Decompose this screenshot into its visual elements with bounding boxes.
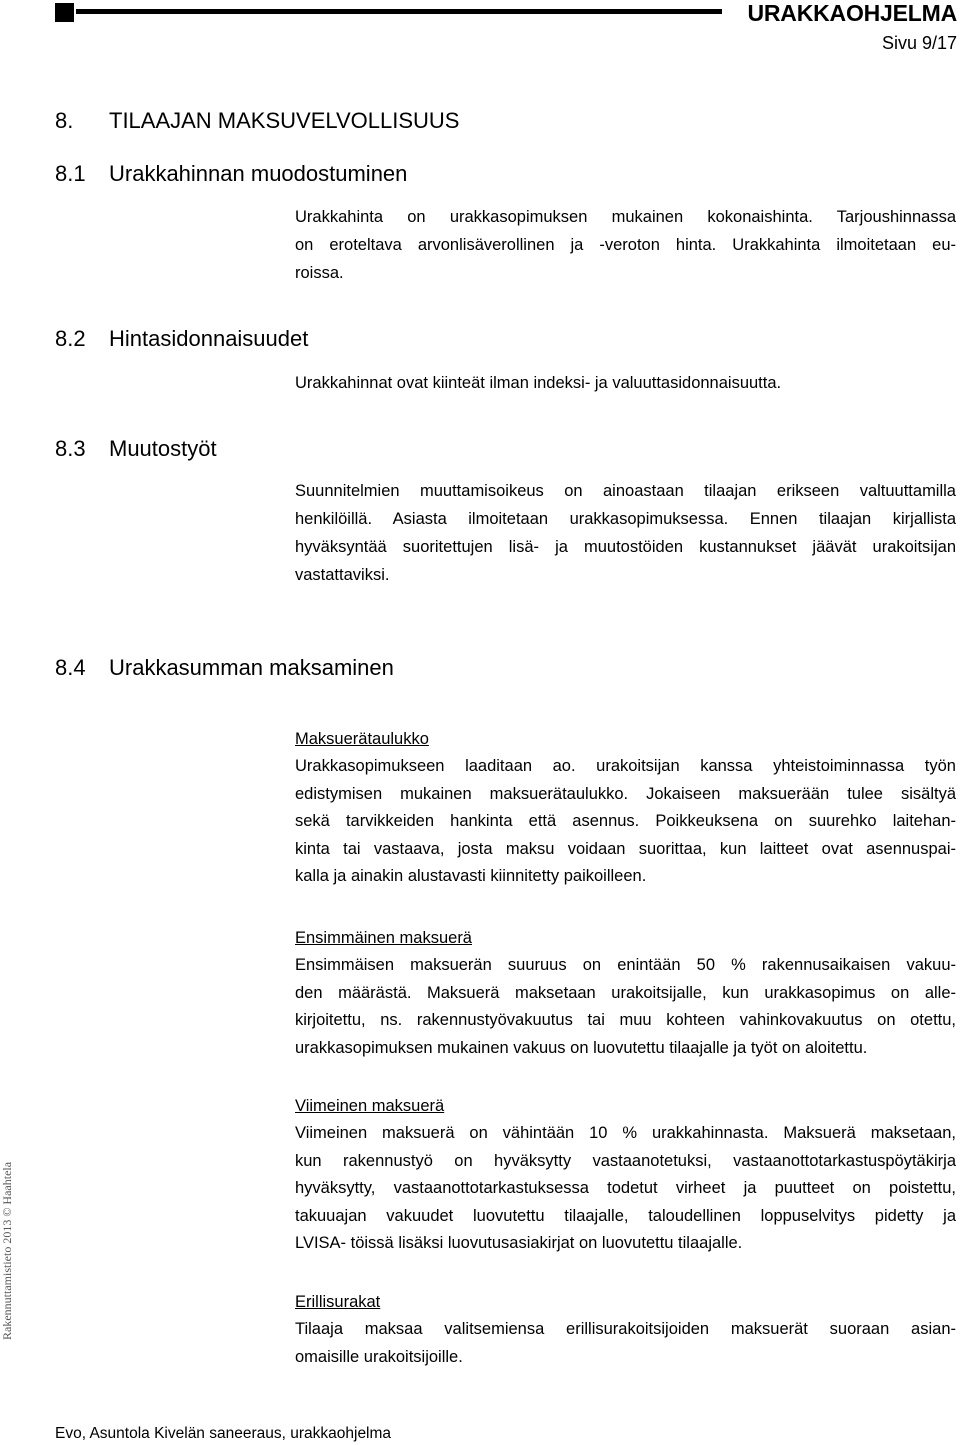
paragraph-line: hyväksytty, vastaanottotarkastuksessa todetut virheet ja puutteet on poistettu, (295, 1179, 956, 1197)
section-8-heading (55, 108, 460, 134)
paragraph-line: hyväksyntää suoritettujen lisä- ja muutostöiden kustannukset jäävät urakoitsijan (295, 538, 956, 556)
section-8-2-heading (55, 326, 308, 352)
section-8-1-body (295, 203, 956, 287)
separate-contracts-block (295, 1288, 956, 1371)
page-number: Sivu 9/17 (881, 33, 957, 53)
paragraph-line: LVISA- töissä lisäksi luovutusasiakirjat on luovutettu tilaajalle. (295, 1234, 743, 1252)
footer-text: Evo, Asuntola Kivelän saneeraus, urakkaohjelma (55, 1425, 392, 1442)
paragraph-line: henkilöillä. Asiasta ilmoitetaan urakkasopimuksessa. Ennen tilaajan kirjallista (295, 510, 956, 528)
section-title: Urakkahinnan muodostuminen (109, 161, 408, 186)
logo-square (55, 3, 74, 22)
paragraph-line: Ensimmäisen maksuerän suuruus on enintään 50 % rakennusaikaisen vakuu- (295, 956, 956, 974)
paragraph-line: edistymisen mukainen maksuerätaulukko. Jokaiseen maksuerään tulee sisältyä (295, 784, 956, 803)
paragraph-line: Urakkasopimukseen laaditaan ao. urakoitsijan kanssa yhteistoiminnassa työn (295, 757, 956, 775)
first-payment-block (295, 924, 956, 1062)
paragraph-line: den määrästä. Maksuerä maksetaan urakoitsijalle, kun urakkasopimus on alle- (295, 983, 956, 1002)
section-8-3-heading (55, 436, 217, 462)
section-8-3-body (295, 477, 956, 589)
subsection-title: Maksuerätaulukko (295, 730, 429, 748)
paragraph-line: vastattaviksi. (295, 566, 390, 584)
section-number: 8.1 (55, 161, 86, 186)
paragraph-line: sekä tarvikkeiden hankinta että asennus. Poikkeuksena on suurehko laitehan- (295, 812, 956, 830)
subsection-title: Viimeinen maksuerä (295, 1097, 445, 1115)
paragraph-line: roissa. (295, 264, 344, 282)
section-number: 8. (55, 108, 74, 133)
header-rule (76, 9, 722, 14)
paragraph-line: omaisille urakoitsijoille. (295, 1347, 463, 1366)
subsection-title: Ensimmäinen maksuerä (295, 929, 472, 947)
payment-schedule-block (295, 725, 956, 891)
section-title: TILAAJAN MAKSUVELVOLLISUUS (109, 108, 460, 133)
paragraph-line: Suunnitelmien muuttamisoikeus on ainoastaan tilaajan erikseen valtuuttamilla (295, 482, 956, 500)
paragraph-line: Viimeinen maksuerä on vähintään 10 % urakkahinnasta. Maksuerä maksetaan, (295, 1124, 956, 1142)
section-title: Hintasidonnaisuudet (109, 326, 309, 351)
paragraph-line: Urakkahinta on urakkasopimuksen mukainen kokonaishinta. Tarjoushinnassa (295, 208, 956, 226)
section-number: 8.4 (55, 655, 86, 680)
section-8-4-heading (55, 655, 394, 681)
section-title: Muutostyöt (109, 436, 217, 461)
section-8-2-body (295, 369, 956, 397)
document-title: URAKKAOHJELMA (747, 0, 957, 26)
paragraph-line: urakkasopimuksen mukainen vakuus on luovutettu tilaajalle ja työt on aloitettu. (295, 1038, 868, 1057)
paragraph-line: kalla ja ainakin alustavasti kiinnitetty paikoilleen. (295, 867, 647, 885)
paragraph-line: takuuajan vakuudet luovutettu tilaajalle, taloudellinen loppuselvitys pidetty ja (295, 1206, 956, 1225)
paragraph-line: Tilaaja maksaa valitsemiensa erillisurakoitsijoiden maksuerät suoraan asian- (295, 1320, 956, 1338)
paragraph-line: kirjoitettu, ns. rakennustyövakuutus tai muu kohteen vahinkovakuutus on otettu, (295, 1011, 956, 1029)
paragraph-line: on eroteltava arvonlisäverollinen ja -veroton hinta. Urakkahinta ilmoitetaan eu- (295, 236, 956, 254)
paragraph-line: Urakkahinnat ovat kiinteät ilman indeksi- ja valuuttasidonnaisuutta. (295, 374, 782, 392)
section-number: 8.2 (55, 326, 86, 351)
section-number: 8.3 (55, 436, 86, 461)
paragraph-line: kinta tai vastaava, josta maksu voidaan suorittaa, kun laitteet ovat asennuspai- (295, 839, 956, 858)
final-payment-block (295, 1092, 956, 1258)
subsection-title: Erillisurakat (295, 1293, 381, 1311)
paragraph-line: kun rakennustyö on hyväksytty vastaanotetuksi, vastaanottotarkastuspöytäkirja (295, 1151, 956, 1170)
section-8-1-heading (55, 161, 407, 187)
section-title: Urakkasumman maksaminen (109, 655, 394, 680)
side-copyright-note: Rakennuttamistieto 2013 © Haahtela (0, 1161, 14, 1340)
